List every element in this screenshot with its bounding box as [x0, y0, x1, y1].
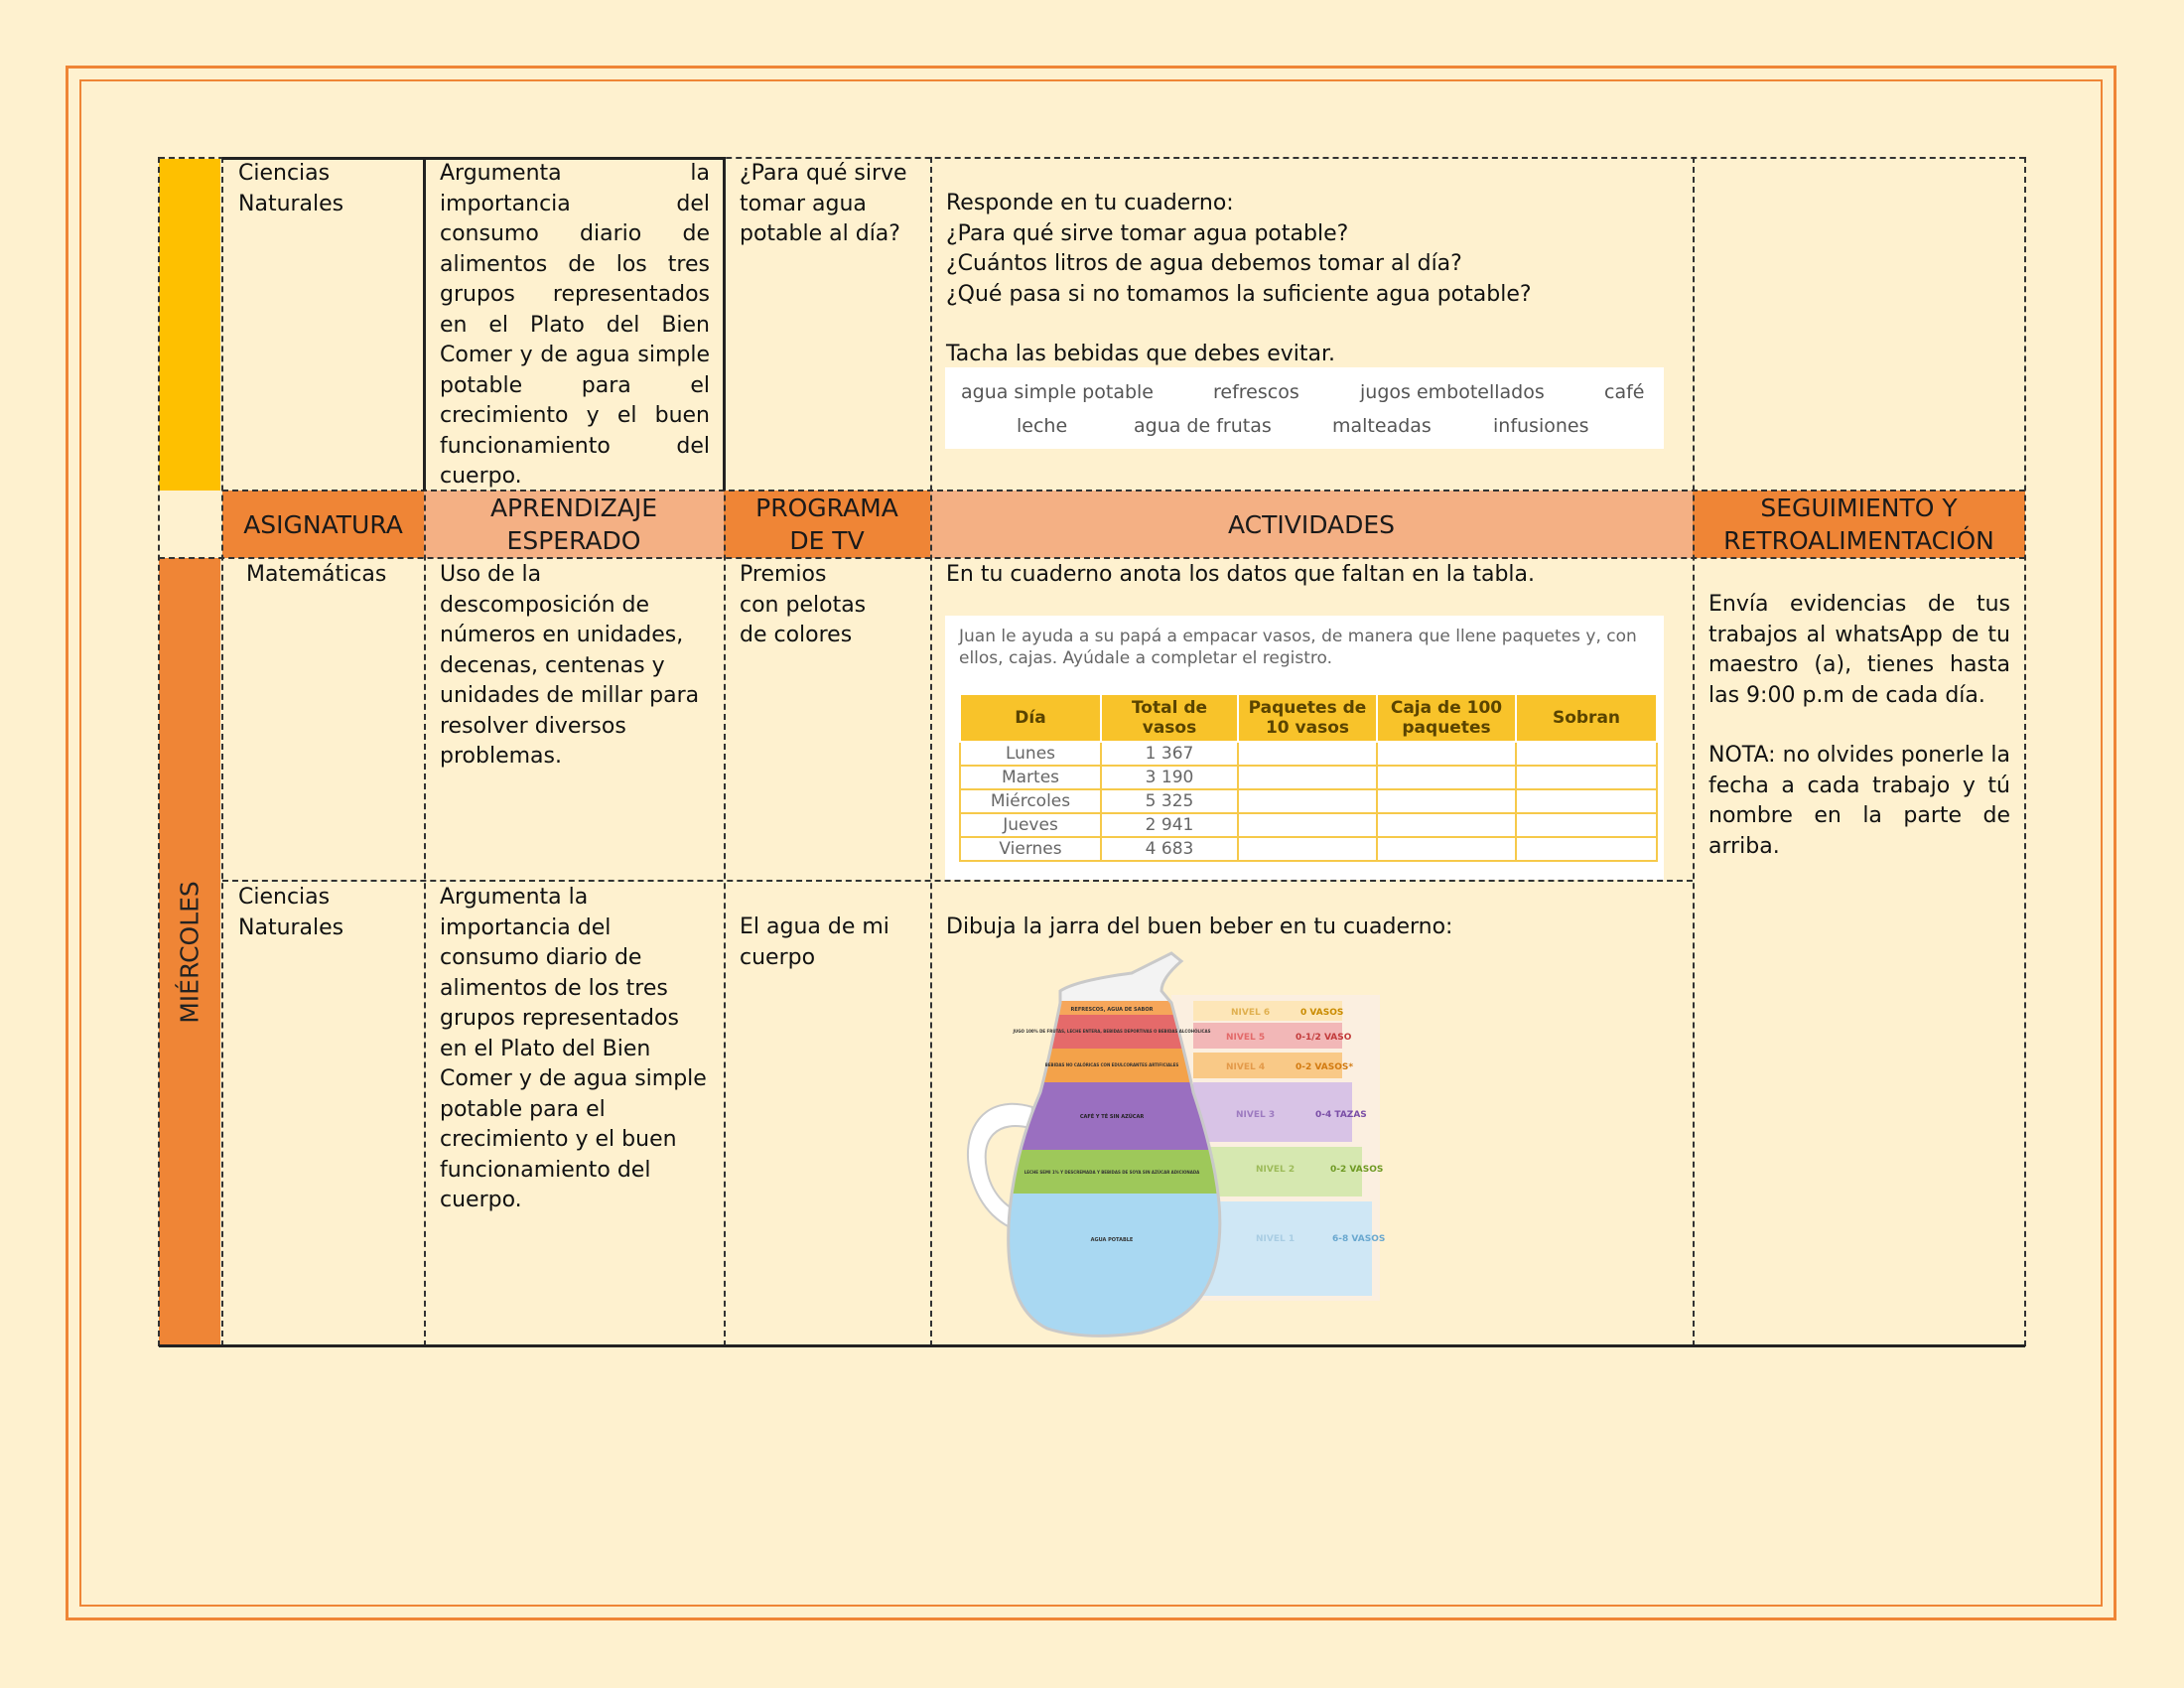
drink-item: jugos embotellados [1360, 381, 1545, 403]
row1-q3: ¿Qué pasa si no tomamos la suficiente agua potable? [946, 281, 1532, 307]
band-label: LECHE SEMI 1% Y DESCREMADA Y BEBIDAS DE SOYA SIN AZÚCAR ADICIONADA [1024, 1170, 1200, 1175]
drink-item: leche [1017, 415, 1068, 437]
drink-item: agua de frutas [1134, 415, 1272, 437]
drink-item: agua simple potable [961, 381, 1154, 403]
header-asignatura [222, 491, 424, 558]
drink-item: malteadas [1332, 415, 1432, 437]
row1-programa: ¿Para qué sirve tomar agua potable al día? [740, 161, 907, 246]
cell-day: Miércoles [960, 789, 1101, 813]
drinks-box [945, 367, 1664, 449]
row1-q1: ¿Para qué sirve tomar agua potable? [946, 220, 1349, 246]
solid-bottom [159, 1344, 2025, 1347]
header-aprendizaje-label: APRENDIZAJE ESPERADO [489, 493, 658, 555]
cell-day: Lunes [960, 742, 1101, 766]
drink-item: infusiones [1493, 415, 1589, 437]
amount-label: 6-8 VASOS [1332, 1234, 1386, 1244]
level-label: NIVEL 1 [1256, 1234, 1296, 1244]
header-seguimiento-label: SEGUIMIENTO Y RETROALIMENTACIÓN [1723, 493, 1994, 555]
band-label: BEBIDAS NO CALÓRICAS CON EDULCORANTES ARTIFICIALES [1044, 1062, 1179, 1067]
level-label: NIVEL 2 [1256, 1165, 1296, 1175]
cell-day: Jueves [960, 813, 1101, 837]
cell-total: 3 190 [1101, 766, 1238, 789]
col-cajas: Caja de 100 paquetes [1377, 694, 1516, 742]
col-sobran: Sobran [1516, 694, 1657, 742]
row3-actividades: Dibuja la jarra del buen beber en tu cuaderno: [946, 914, 1453, 939]
header-programa [724, 491, 930, 558]
cell-empty[interactable] [1377, 789, 1516, 813]
table-row [960, 789, 1657, 813]
row3-programa: El agua de mi cuerpo [740, 914, 889, 970]
level-label: NIVEL 6 [1231, 1008, 1271, 1018]
level-label: NIVEL 3 [1236, 1110, 1276, 1120]
row2-aprendizaje: Uso de la descomposición de números en unidades, decenas, centenas y unidades de millar para resolver diversos problemas. [440, 562, 700, 769]
header-aprendizaje [424, 491, 724, 558]
cell-empty[interactable] [1377, 742, 1516, 766]
register-intro: Juan le ayuda a su papá a empacar vasos, de manera que llene paquetes y, con ellos, cajas. Ayúdale a completar el registro. [959, 627, 1637, 668]
register-card [945, 616, 1664, 880]
table-header-row [960, 694, 1657, 742]
cell-empty[interactable] [1516, 813, 1657, 837]
amount-label: 0-1/2 VASO [1296, 1033, 1352, 1043]
cell-empty[interactable] [1516, 789, 1657, 813]
seguimiento-p1: Envía evidencias de tus trabajos al whatsApp de tu maestro (a), tienes hasta las 9:00 p.m de cada día. [1708, 592, 2010, 708]
cell-empty[interactable] [1516, 742, 1657, 766]
cell-day: Martes [960, 766, 1101, 789]
row1-instr: Tacha las bebidas que debes evitar. [946, 342, 1336, 366]
cell-empty[interactable] [1238, 742, 1377, 766]
level-label: NIVEL 4 [1226, 1062, 1266, 1072]
cell-total: 5 325 [1101, 789, 1238, 813]
drink-item: café [1604, 381, 1645, 403]
header-actividades-label: ACTIVIDADES [1227, 509, 1396, 539]
header-actividades [930, 491, 1693, 558]
band-label: AGUA POTABLE [1090, 1237, 1134, 1243]
col-dia: Día [960, 694, 1101, 742]
cell-empty[interactable] [1238, 813, 1377, 837]
row1-intro: Responde en tu cuaderno: [946, 191, 1234, 215]
day-label: MIÉRCOLES [175, 881, 205, 1024]
cell-day: Viernes [960, 837, 1101, 861]
amount-label: 0-2 VASOS [1330, 1165, 1384, 1175]
col-paquetes: Paquetes de 10 vasos [1238, 694, 1377, 742]
day-band-miercoles [159, 558, 220, 1346]
grid-left [158, 157, 160, 1346]
header-seguimiento [1693, 491, 2025, 558]
grid-col1 [221, 157, 223, 1346]
cell-empty[interactable] [1238, 789, 1377, 813]
cell-empty[interactable] [1377, 766, 1516, 789]
cell-total: 1 367 [1101, 742, 1238, 766]
col-total: Total de vasos [1101, 694, 1238, 742]
row2-actividades: En tu cuaderno anota los datos que faltan en la tabla. [946, 562, 1536, 587]
seguimiento-p2: NOTA: no olvides ponerle la fecha a cada trabajo y tú nombre en la parte de arriba. [1708, 743, 2010, 859]
table-row [960, 813, 1657, 837]
cell-total: 2 941 [1101, 813, 1238, 837]
cell-empty[interactable] [1377, 813, 1516, 837]
drink-item: refrescos [1213, 381, 1299, 403]
table-row [960, 742, 1657, 766]
seguimiento-text [1695, 590, 2024, 862]
band-label: JUGO 100% DE FRUTAS, LECHE ENTERA, BEBIDAS DEPORTIVAS O BEBIDAS ALCOHÓLICAS [1013, 1029, 1211, 1034]
day-band-previous [159, 159, 220, 491]
cell-empty[interactable] [1238, 837, 1377, 861]
grid-header-bottom [159, 557, 2025, 559]
band-label: CAFÉ Y TÉ SIN AZÚCAR [1079, 1114, 1145, 1120]
row1-actividades [932, 189, 1693, 370]
level-label: NIVEL 5 [1226, 1033, 1266, 1043]
grid-right [2024, 157, 2026, 1346]
header-asignatura-label: ASIGNATURA [243, 509, 403, 539]
cell-empty[interactable] [1377, 837, 1516, 861]
grid-row2-bottom [222, 880, 1693, 882]
row1-asignatura: Ciencias Naturales [238, 161, 344, 216]
amount-label: 0-4 TAZAS [1315, 1110, 1367, 1120]
table-row [960, 766, 1657, 789]
header-programa-label: PROGRAMA DE TV [755, 493, 898, 555]
band-label: REFRESCOS, AGUA DE SABOR [1070, 1007, 1154, 1013]
amount-label: 0-2 VASOS* [1296, 1062, 1354, 1072]
row2-asignatura: Matemáticas [246, 562, 387, 587]
jarra-illustration [963, 943, 1400, 1340]
cell-empty[interactable] [1516, 766, 1657, 789]
cell-empty[interactable] [1238, 766, 1377, 789]
row3-asignatura: Ciencias Naturales [238, 885, 344, 940]
table-row [960, 837, 1657, 861]
row1-q2: ¿Cuántos litros de agua debemos tomar al día? [946, 251, 1462, 276]
amount-label: 0 VASOS [1300, 1008, 1344, 1018]
row1-aprendizaje: Argumenta la importancia del consumo diario de alimentos de los tres grupos representados en el Plato del Bien Comer y de agua simple potable para el crecimiento y el buen funcionamiento del cuerpo. [440, 161, 710, 489]
row2-programa: Premios con pelotas de colores [740, 562, 867, 647]
cell-empty[interactable] [1516, 837, 1657, 861]
row3-aprendizaje: Argumenta la importancia del consumo diario de alimentos de los tres grupos representados en el Plato del Bien Comer y de agua simple potable para el crecimiento y el buen funcionamiento del cuerpo. [440, 885, 707, 1212]
cell-total: 4 683 [1101, 837, 1238, 861]
register-table [959, 693, 1658, 862]
